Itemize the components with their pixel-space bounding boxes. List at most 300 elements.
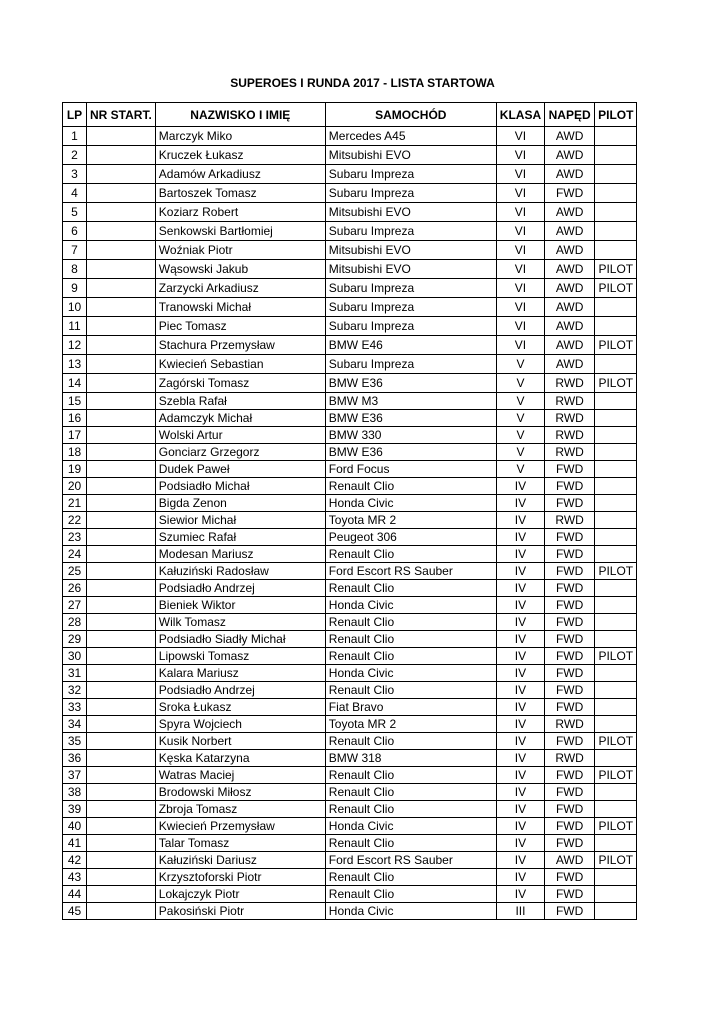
cell-nr-start <box>87 184 156 203</box>
cell-naped: FWD <box>545 835 595 852</box>
cell-lp: 34 <box>63 716 87 733</box>
cell-car: Subaru Impreza <box>325 279 496 298</box>
cell-naped: AWD <box>545 298 595 317</box>
cell-nr-start <box>87 495 156 512</box>
col-header-klasa: KLASA <box>496 103 544 127</box>
cell-nr-start <box>87 546 156 563</box>
cell-car: BMW 318 <box>325 750 496 767</box>
cell-naped: FWD <box>545 631 595 648</box>
cell-car: Subaru Impreza <box>325 355 496 374</box>
cell-pilot <box>595 716 637 733</box>
cell-pilot: PILOT <box>595 563 637 580</box>
cell-klasa: VI <box>496 127 544 146</box>
cell-nr-start <box>87 241 156 260</box>
table-row <box>63 614 637 631</box>
cell-klasa: V <box>496 355 544 374</box>
cell-pilot <box>595 665 637 682</box>
cell-klasa: IV <box>496 716 544 733</box>
cell-klasa: V <box>496 410 544 427</box>
cell-pilot <box>595 165 637 184</box>
cell-name: Kęska Katarzyna <box>155 750 325 767</box>
cell-lp: 44 <box>63 886 87 903</box>
cell-nr-start <box>87 869 156 886</box>
cell-nr-start <box>87 835 156 852</box>
cell-name: Brodowski Miłosz <box>155 784 325 801</box>
cell-nr-start <box>87 260 156 279</box>
cell-klasa: IV <box>496 801 544 818</box>
cell-pilot <box>595 512 637 529</box>
cell-name: Zarzycki Arkadiusz <box>155 279 325 298</box>
cell-klasa: IV <box>496 512 544 529</box>
cell-klasa: VI <box>496 184 544 203</box>
cell-nr-start <box>87 767 156 784</box>
cell-lp: 21 <box>63 495 87 512</box>
cell-klasa: IV <box>496 784 544 801</box>
cell-car: Honda Civic <box>325 818 496 835</box>
cell-name: Podsiadło Andrzej <box>155 580 325 597</box>
cell-lp: 38 <box>63 784 87 801</box>
cell-pilot <box>595 203 637 222</box>
table-row <box>63 767 637 784</box>
cell-name: Woźniak Piotr <box>155 241 325 260</box>
table-row <box>63 886 637 903</box>
cell-name: Adamczyk Michał <box>155 410 325 427</box>
cell-klasa: IV <box>496 699 544 716</box>
cell-lp: 15 <box>63 393 87 410</box>
table-row <box>63 393 637 410</box>
cell-nr-start <box>87 784 156 801</box>
cell-nr-start <box>87 682 156 699</box>
cell-klasa: VI <box>496 298 544 317</box>
cell-car: Ford Escort RS Sauber <box>325 852 496 869</box>
cell-name: Podsiadło Siadły Michał <box>155 631 325 648</box>
cell-lp: 13 <box>63 355 87 374</box>
cell-nr-start <box>87 355 156 374</box>
cell-car: BMW M3 <box>325 393 496 410</box>
cell-car: Renault Clio <box>325 767 496 784</box>
cell-pilot <box>595 529 637 546</box>
cell-lp: 41 <box>63 835 87 852</box>
cell-nr-start <box>87 298 156 317</box>
cell-klasa: V <box>496 427 544 444</box>
cell-name: Senkowski Bartłomiej <box>155 222 325 241</box>
table-row <box>63 648 637 665</box>
table-row <box>63 563 637 580</box>
cell-pilot <box>595 869 637 886</box>
cell-naped: AWD <box>545 203 595 222</box>
cell-nr-start <box>87 410 156 427</box>
cell-nr-start <box>87 165 156 184</box>
cell-naped: RWD <box>545 374 595 393</box>
cell-car: Renault Clio <box>325 835 496 852</box>
cell-lp: 27 <box>63 597 87 614</box>
cell-lp: 37 <box>63 767 87 784</box>
cell-nr-start <box>87 716 156 733</box>
col-header-naped: NAPĘD <box>545 103 595 127</box>
cell-nr-start <box>87 801 156 818</box>
table-row <box>63 279 637 298</box>
cell-klasa: VI <box>496 203 544 222</box>
cell-naped: RWD <box>545 750 595 767</box>
cell-name: Spyra Wojciech <box>155 716 325 733</box>
cell-lp: 43 <box>63 869 87 886</box>
cell-name: Kałuziński Radosław <box>155 563 325 580</box>
cell-lp: 1 <box>63 127 87 146</box>
cell-naped: AWD <box>545 146 595 165</box>
cell-klasa: IV <box>496 648 544 665</box>
cell-nr-start <box>87 665 156 682</box>
cell-name: Zagórski Tomasz <box>155 374 325 393</box>
cell-klasa: V <box>496 393 544 410</box>
cell-pilot: PILOT <box>595 279 637 298</box>
cell-nr-start <box>87 478 156 495</box>
cell-nr-start <box>87 279 156 298</box>
cell-car: Subaru Impreza <box>325 298 496 317</box>
cell-lp: 14 <box>63 374 87 393</box>
table-row <box>63 546 637 563</box>
cell-naped: FWD <box>545 597 595 614</box>
cell-naped: AWD <box>545 241 595 260</box>
cell-lp: 12 <box>63 336 87 355</box>
cell-lp: 2 <box>63 146 87 165</box>
cell-klasa: IV <box>496 580 544 597</box>
cell-name: Podsiadło Andrzej <box>155 682 325 699</box>
cell-naped: FWD <box>545 801 595 818</box>
cell-naped: FWD <box>545 580 595 597</box>
cell-klasa: IV <box>496 767 544 784</box>
cell-car: Mercedes A45 <box>325 127 496 146</box>
cell-name: Kruczek Łukasz <box>155 146 325 165</box>
cell-klasa: IV <box>496 631 544 648</box>
cell-naped: AWD <box>545 336 595 355</box>
cell-klasa: IV <box>496 563 544 580</box>
cell-lp: 6 <box>63 222 87 241</box>
cell-lp: 31 <box>63 665 87 682</box>
cell-lp: 24 <box>63 546 87 563</box>
cell-nr-start <box>87 614 156 631</box>
col-header-lp: LP <box>63 103 87 127</box>
cell-car: Honda Civic <box>325 597 496 614</box>
cell-naped: FWD <box>545 886 595 903</box>
table-row <box>63 682 637 699</box>
cell-klasa: IV <box>496 614 544 631</box>
table-row <box>63 597 637 614</box>
cell-klasa: V <box>496 374 544 393</box>
cell-pilot <box>595 444 637 461</box>
cell-klasa: IV <box>496 478 544 495</box>
cell-name: Kusik Norbert <box>155 733 325 750</box>
cell-car: BMW 330 <box>325 427 496 444</box>
cell-klasa: VI <box>496 146 544 165</box>
cell-klasa: VI <box>496 260 544 279</box>
cell-pilot <box>595 298 637 317</box>
cell-pilot <box>595 478 637 495</box>
cell-lp: 29 <box>63 631 87 648</box>
cell-lp: 16 <box>63 410 87 427</box>
cell-pilot <box>595 784 637 801</box>
cell-klasa: VI <box>496 241 544 260</box>
cell-name: Tranowski Michał <box>155 298 325 317</box>
table-row <box>63 146 637 165</box>
cell-naped: FWD <box>545 495 595 512</box>
cell-naped: FWD <box>545 478 595 495</box>
table-row <box>63 580 637 597</box>
table-row <box>63 631 637 648</box>
cell-pilot <box>595 495 637 512</box>
cell-car: Renault Clio <box>325 580 496 597</box>
cell-naped: AWD <box>545 317 595 336</box>
cell-car: Renault Clio <box>325 546 496 563</box>
table-row <box>63 478 637 495</box>
cell-nr-start <box>87 886 156 903</box>
cell-car: Toyota MR 2 <box>325 716 496 733</box>
cell-klasa: IV <box>496 818 544 835</box>
cell-klasa: VI <box>496 222 544 241</box>
cell-name: Marczyk Miko <box>155 127 325 146</box>
cell-nr-start <box>87 733 156 750</box>
col-header-nr-start: NR START. <box>87 103 156 127</box>
cell-pilot <box>595 835 637 852</box>
col-header-car: SAMOCHÓD <box>325 103 496 127</box>
cell-car: Peugeot 306 <box>325 529 496 546</box>
cell-lp: 3 <box>63 165 87 184</box>
cell-lp: 42 <box>63 852 87 869</box>
cell-klasa: III <box>496 903 544 920</box>
cell-lp: 36 <box>63 750 87 767</box>
cell-pilot <box>595 801 637 818</box>
cell-name: Sroka Łukasz <box>155 699 325 716</box>
cell-nr-start <box>87 127 156 146</box>
cell-pilot: PILOT <box>595 767 637 784</box>
table-row <box>63 750 637 767</box>
cell-lp: 5 <box>63 203 87 222</box>
cell-car: Renault Clio <box>325 648 496 665</box>
cell-naped: FWD <box>545 869 595 886</box>
cell-klasa: IV <box>496 750 544 767</box>
cell-klasa: V <box>496 444 544 461</box>
cell-nr-start <box>87 222 156 241</box>
cell-naped: RWD <box>545 427 595 444</box>
cell-name: Wolski Artur <box>155 427 325 444</box>
table-row <box>63 818 637 835</box>
cell-name: Bigda Zenon <box>155 495 325 512</box>
cell-naped: AWD <box>545 279 595 298</box>
cell-naped: FWD <box>545 461 595 478</box>
cell-nr-start <box>87 818 156 835</box>
cell-pilot <box>595 184 637 203</box>
table-row <box>63 427 637 444</box>
cell-name: Zbroja Tomasz <box>155 801 325 818</box>
cell-naped: FWD <box>545 903 595 920</box>
cell-naped: FWD <box>545 184 595 203</box>
cell-nr-start <box>87 563 156 580</box>
cell-nr-start <box>87 336 156 355</box>
cell-name: Podsiadło Michał <box>155 478 325 495</box>
cell-car: Honda Civic <box>325 665 496 682</box>
cell-car: Honda Civic <box>325 903 496 920</box>
cell-naped: FWD <box>545 767 595 784</box>
cell-lp: 30 <box>63 648 87 665</box>
cell-pilot: PILOT <box>595 648 637 665</box>
cell-naped: RWD <box>545 444 595 461</box>
cell-pilot <box>595 903 637 920</box>
cell-pilot: PILOT <box>595 374 637 393</box>
table-row <box>63 461 637 478</box>
table-row <box>63 355 637 374</box>
cell-pilot <box>595 682 637 699</box>
cell-car: Mitsubishi EVO <box>325 260 496 279</box>
cell-naped: FWD <box>545 665 595 682</box>
cell-naped: AWD <box>545 127 595 146</box>
cell-naped: RWD <box>545 410 595 427</box>
cell-car: Mitsubishi EVO <box>325 203 496 222</box>
cell-pilot <box>595 461 637 478</box>
cell-lp: 26 <box>63 580 87 597</box>
cell-name: Wilk Tomasz <box>155 614 325 631</box>
cell-klasa: IV <box>496 495 544 512</box>
cell-name: Krzysztoforski Piotr <box>155 869 325 886</box>
cell-name: Watras Maciej <box>155 767 325 784</box>
cell-naped: AWD <box>545 165 595 184</box>
cell-name: Lokajczyk Piotr <box>155 886 325 903</box>
cell-pilot <box>595 410 637 427</box>
cell-naped: FWD <box>545 682 595 699</box>
cell-nr-start <box>87 374 156 393</box>
cell-naped: RWD <box>545 393 595 410</box>
cell-name: Szebla Rafał <box>155 393 325 410</box>
cell-nr-start <box>87 597 156 614</box>
cell-pilot <box>595 699 637 716</box>
cell-car: BMW E36 <box>325 374 496 393</box>
cell-nr-start <box>87 203 156 222</box>
cell-nr-start <box>87 852 156 869</box>
cell-lp: 33 <box>63 699 87 716</box>
table-row <box>63 665 637 682</box>
table-row <box>63 165 637 184</box>
table-row <box>63 241 637 260</box>
cell-pilot: PILOT <box>595 818 637 835</box>
cell-name: Piec Tomasz <box>155 317 325 336</box>
cell-pilot <box>595 886 637 903</box>
cell-lp: 23 <box>63 529 87 546</box>
cell-naped: AWD <box>545 355 595 374</box>
cell-lp: 9 <box>63 279 87 298</box>
cell-name: Modesan Mariusz <box>155 546 325 563</box>
cell-car: Renault Clio <box>325 886 496 903</box>
cell-pilot <box>595 580 637 597</box>
cell-lp: 18 <box>63 444 87 461</box>
cell-pilot: PILOT <box>595 733 637 750</box>
table-row <box>63 298 637 317</box>
cell-car: Subaru Impreza <box>325 222 496 241</box>
cell-lp: 22 <box>63 512 87 529</box>
cell-name: Pakosiński Piotr <box>155 903 325 920</box>
cell-name: Kwiecień Sebastian <box>155 355 325 374</box>
cell-klasa: IV <box>496 852 544 869</box>
cell-naped: FWD <box>545 614 595 631</box>
cell-pilot <box>595 393 637 410</box>
cell-name: Siewior Michał <box>155 512 325 529</box>
cell-naped: FWD <box>545 648 595 665</box>
cell-naped: FWD <box>545 546 595 563</box>
cell-car: Renault Clio <box>325 801 496 818</box>
table-row <box>63 903 637 920</box>
cell-lp: 19 <box>63 461 87 478</box>
cell-pilot: PILOT <box>595 852 637 869</box>
cell-klasa: IV <box>496 835 544 852</box>
cell-car: Mitsubishi EVO <box>325 146 496 165</box>
cell-car: BMW E36 <box>325 444 496 461</box>
cell-pilot <box>595 317 637 336</box>
cell-car: Ford Escort RS Sauber <box>325 563 496 580</box>
cell-klasa: IV <box>496 733 544 750</box>
cell-lp: 40 <box>63 818 87 835</box>
cell-klasa: IV <box>496 546 544 563</box>
cell-lp: 4 <box>63 184 87 203</box>
cell-klasa: IV <box>496 886 544 903</box>
cell-klasa: V <box>496 461 544 478</box>
cell-car: Fiat Bravo <box>325 699 496 716</box>
cell-lp: 35 <box>63 733 87 750</box>
cell-klasa: IV <box>496 869 544 886</box>
table-row <box>63 716 637 733</box>
cell-car: BMW E36 <box>325 410 496 427</box>
page-title: SUPEROES I RUNDA 2017 - LISTA STARTOWA <box>230 76 495 90</box>
cell-car: Subaru Impreza <box>325 184 496 203</box>
cell-naped: AWD <box>545 852 595 869</box>
table-row <box>63 184 637 203</box>
cell-pilot <box>595 427 637 444</box>
cell-nr-start <box>87 903 156 920</box>
cell-car: Renault Clio <box>325 869 496 886</box>
cell-naped: AWD <box>545 222 595 241</box>
cell-lp: 10 <box>63 298 87 317</box>
cell-pilot <box>595 146 637 165</box>
cell-name: Szumiec Rafał <box>155 529 325 546</box>
cell-car: Renault Clio <box>325 784 496 801</box>
table-row <box>63 699 637 716</box>
table-header-row <box>63 103 637 127</box>
cell-car: Ford Focus <box>325 461 496 478</box>
cell-pilot: PILOT <box>595 336 637 355</box>
col-header-name: NAZWISKO I IMIĘ <box>155 103 325 127</box>
cell-naped: FWD <box>545 529 595 546</box>
table-row <box>63 222 637 241</box>
cell-nr-start <box>87 631 156 648</box>
cell-pilot <box>595 631 637 648</box>
cell-lp: 28 <box>63 614 87 631</box>
cell-lp: 11 <box>63 317 87 336</box>
cell-nr-start <box>87 427 156 444</box>
cell-lp: 20 <box>63 478 87 495</box>
table-row <box>63 317 637 336</box>
cell-name: Gonciarz Grzegorz <box>155 444 325 461</box>
cell-naped: FWD <box>545 784 595 801</box>
cell-pilot <box>595 750 637 767</box>
cell-lp: 39 <box>63 801 87 818</box>
cell-name: Adamów Arkadiusz <box>155 165 325 184</box>
table-row <box>63 869 637 886</box>
table-row <box>63 733 637 750</box>
cell-nr-start <box>87 512 156 529</box>
cell-nr-start <box>87 444 156 461</box>
cell-naped: FWD <box>545 733 595 750</box>
cell-naped: FWD <box>545 699 595 716</box>
cell-car: Mitsubishi EVO <box>325 241 496 260</box>
cell-pilot: PILOT <box>595 260 637 279</box>
table-row <box>63 495 637 512</box>
cell-klasa: IV <box>496 597 544 614</box>
